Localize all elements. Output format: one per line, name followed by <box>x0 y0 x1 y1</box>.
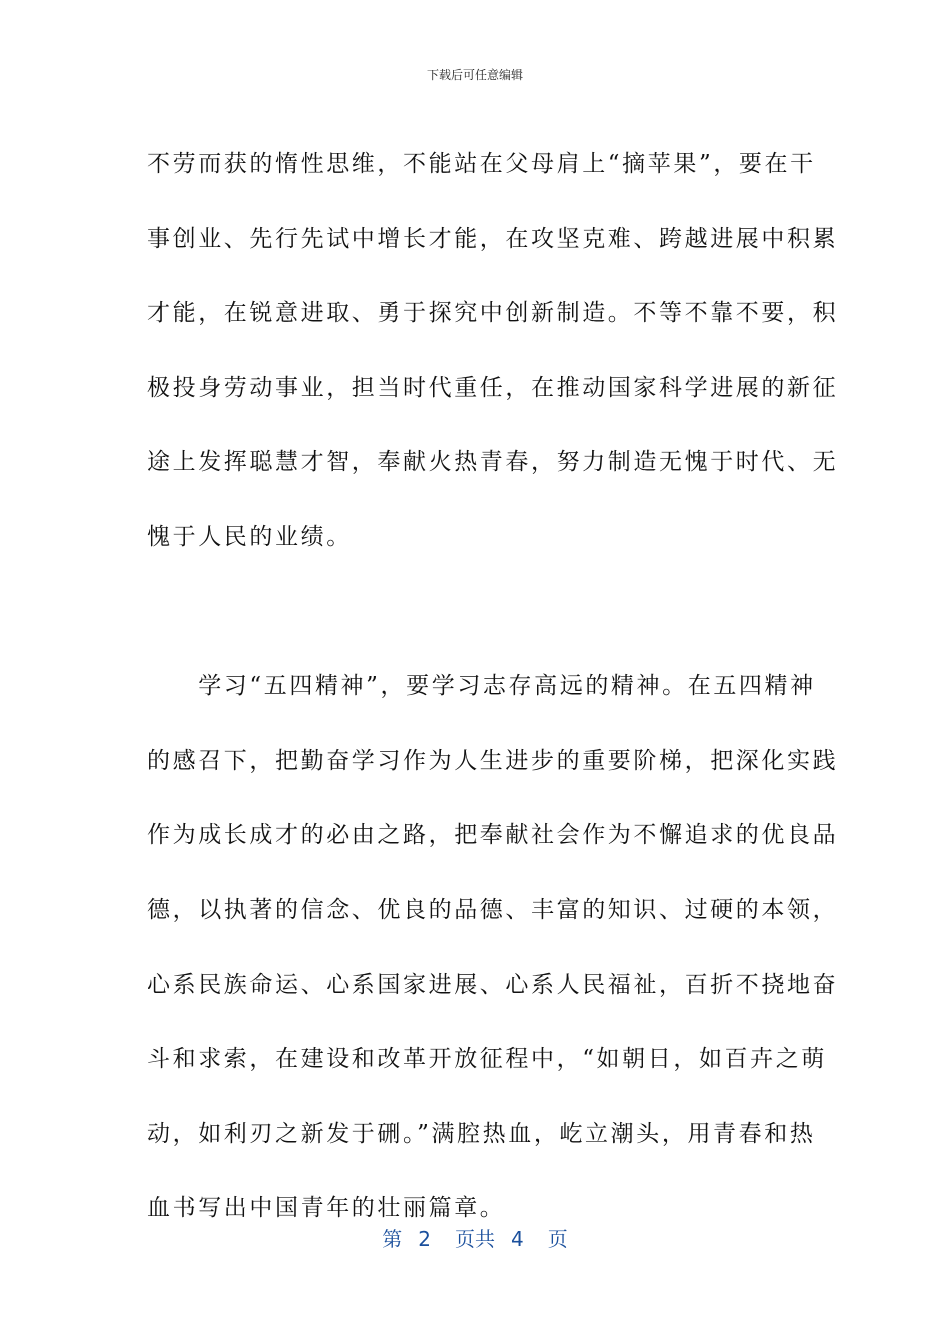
document-body <box>147 127 839 1246</box>
body-line-12: 斗和求索，在建设和改革开放征程中，“如朝日，如百卉之萌 <box>147 1046 827 1073</box>
body-line-10: 德，以执著的信念、优良的品德、丰富的知识、过硬的本领， <box>147 896 839 923</box>
body-line-13: 动，如利刃之新发于硎。”满腔热血，屹立潮头，用青春和热 <box>147 1120 816 1147</box>
body-line-2: 事创业、先行先试中增长才能，在攻坚克难、跨越进展中积累 <box>147 225 839 252</box>
total-page-number: 4 <box>511 1227 524 1251</box>
body-line-11: 心系民族命运、心系国家进展、心系人民福祉，百折不挠地奋 <box>147 971 839 998</box>
body-line-6: 愧于人民的业绩。 <box>147 523 352 550</box>
body-line-8: 的感召下，把勤奋学习作为人生进步的重要阶梯，把深化实践 <box>147 747 839 774</box>
body-line-5: 途上发挥聪慧才智，奉献火热青春，努力制造无愧于时代、无 <box>147 449 839 476</box>
current-page-number: 2 <box>418 1227 431 1251</box>
body-line-4: 极投身劳动事业，担当时代重任，在推动国家科学进展的新征 <box>147 374 839 401</box>
body-line-9: 作为成长成才的必由之路，把奉献社会作为不懈追求的优良品 <box>147 822 839 849</box>
page-number-suffix: 页 <box>547 1227 568 1251</box>
page-header: 下载后可任意编辑 <box>426 68 523 82</box>
body-line-14: 血书写出中国青年的壮丽篇章。 <box>147 1195 506 1222</box>
body-line-1: 不劳而获的惰性思维，不能站在父母肩上“摘苹果”，要在干 <box>147 151 816 177</box>
page-footer <box>0 1226 950 1252</box>
page-number-middle: 页共 <box>455 1227 495 1251</box>
body-line-7: 学习“五四精神”，要学习志存高远的精神。在五四精神 <box>147 673 816 700</box>
body-line-3: 才能，在锐意进取、勇于探究中创新制造。不等不靠不要，积 <box>147 300 839 327</box>
page-number-prefix: 第 <box>382 1227 403 1251</box>
paragraph-gap <box>147 575 797 650</box>
